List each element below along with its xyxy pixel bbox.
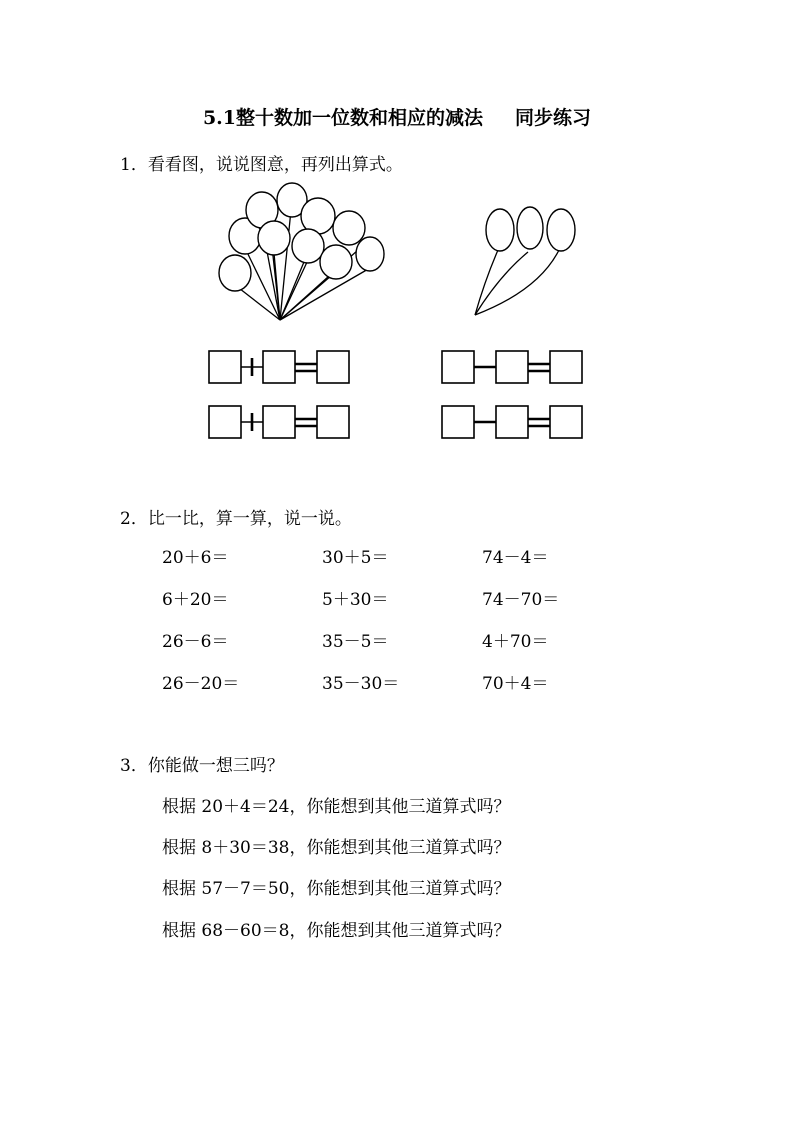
answer-box[interactable] (442, 351, 474, 383)
equation: 74－4＝ (482, 548, 549, 568)
balloon (333, 211, 365, 245)
equation: 4＋70＝ (482, 632, 549, 652)
answer-box[interactable] (550, 406, 582, 438)
question-2: 2．比一比，算一算，说一说。 (120, 509, 352, 529)
equation-row-1 (209, 351, 349, 383)
equation: 6＋20＝ (162, 590, 229, 610)
equation-row-2 (442, 406, 582, 438)
prompt-item: 根据 20＋4＝24，你能想到其他三道算式吗？ (162, 797, 511, 817)
answer-box[interactable] (263, 406, 295, 438)
balloon (517, 207, 543, 249)
prompt-item: 根据 57－7＝50，你能想到其他三道算式吗？ (162, 879, 511, 899)
title-sub: 同步练习 (515, 107, 592, 129)
answer-box[interactable] (496, 406, 528, 438)
title-main: 5.1整十数加一位数和相应的减法 (202, 107, 484, 129)
equation-row-2 (209, 406, 349, 438)
equation: 26－20＝ (162, 674, 240, 694)
answer-box[interactable] (209, 351, 241, 383)
answer-box[interactable] (550, 351, 582, 383)
answer-box[interactable] (263, 351, 295, 383)
page-title (0, 103, 794, 130)
prompt-item: 根据 68－60＝8，你能想到其他三道算式吗？ (162, 921, 511, 941)
question-3: 3．你能做一想三吗？ (120, 756, 284, 776)
balloon (219, 255, 251, 291)
equation: 5＋30＝ (322, 590, 389, 610)
answer-box[interactable] (209, 406, 241, 438)
equation: 30＋5＝ (322, 548, 389, 568)
addition-answer-boxes (205, 345, 355, 445)
equation: 20＋6＝ (162, 548, 229, 568)
answer-box[interactable] (317, 351, 349, 383)
answer-box[interactable] (442, 406, 474, 438)
answer-box[interactable] (317, 406, 349, 438)
equation-row-1 (442, 351, 582, 383)
balloon-bunch-left-image (210, 180, 395, 330)
answer-box[interactable] (496, 351, 528, 383)
balloon (258, 221, 290, 255)
equation: 35－5＝ (322, 632, 389, 652)
balloon (320, 245, 352, 279)
balloon (356, 237, 384, 271)
equation: 74－70＝ (482, 590, 560, 610)
subtraction-answer-boxes (438, 345, 588, 445)
balloon (486, 209, 514, 251)
question-1: 1．看看图，说说图意，再列出算式。 (120, 155, 403, 175)
balloon-bunch-right-image (470, 200, 585, 325)
equation: 26－6＝ (162, 632, 229, 652)
equation: 35－30＝ (322, 674, 400, 694)
equation: 70＋4＝ (482, 674, 549, 694)
prompt-item: 根据 8＋30＝38，你能想到其他三道算式吗？ (162, 838, 511, 858)
balloon (292, 229, 324, 263)
balloon (547, 209, 575, 251)
